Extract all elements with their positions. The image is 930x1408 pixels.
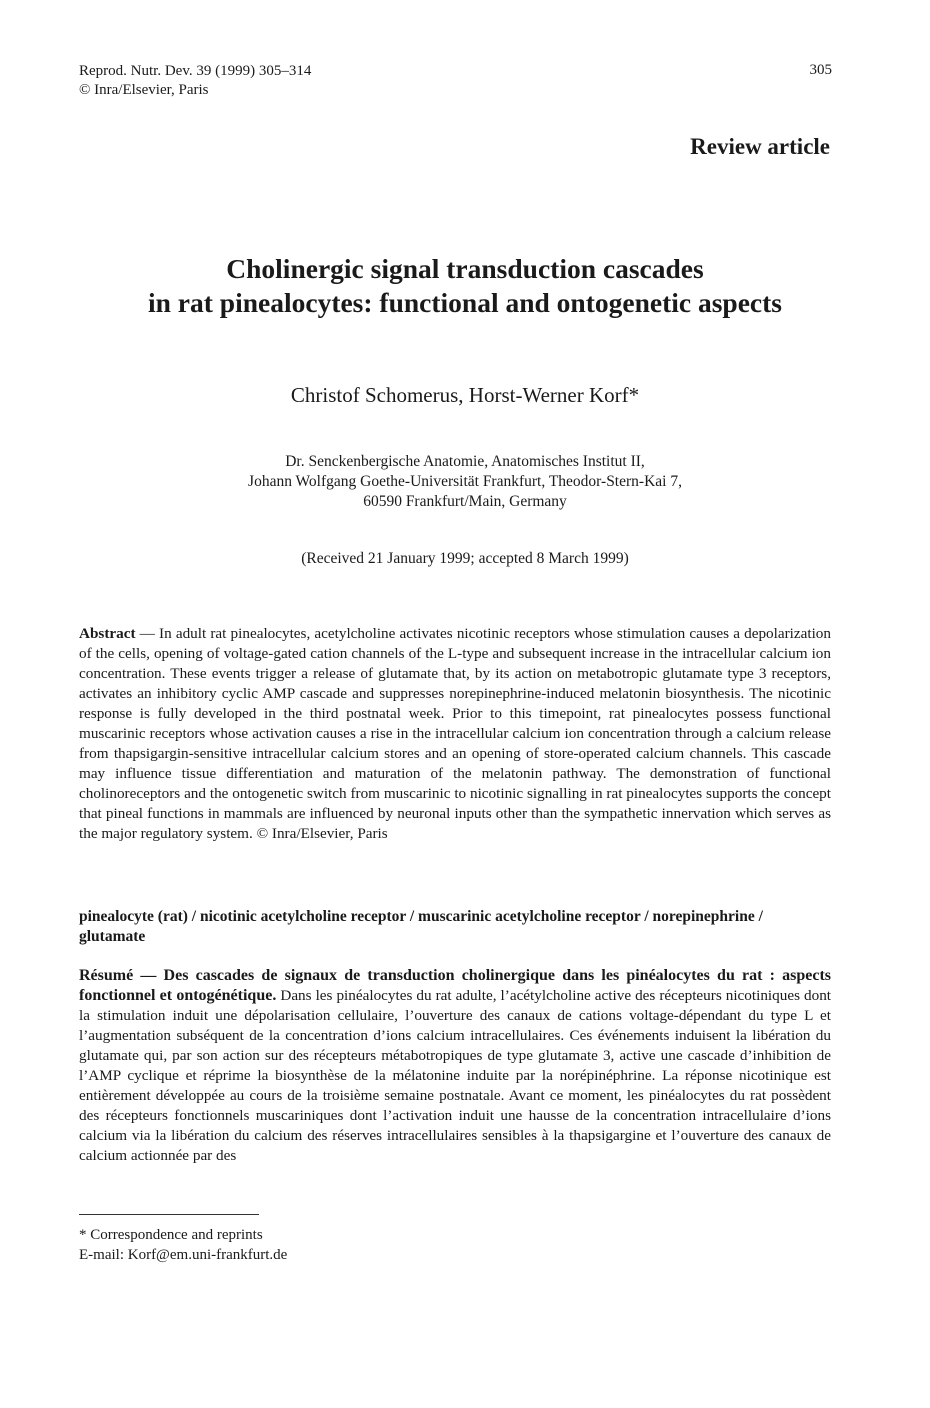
resume: [79, 966, 831, 1166]
footnotes: [79, 1225, 287, 1265]
author-list: Christof Schomerus, Horst-Werner Korf*: [290, 383, 640, 407]
journal-line: Reprod. Nutr. Dev. 39 (1999) 305–314: [79, 63, 312, 79]
paper-title: [0, 252, 930, 320]
title-line-1: Cholinergic signal transduction cascades: [226, 253, 704, 284]
abstract-label: Abstract: [79, 625, 136, 642]
affiliation-line-3: 60590 Frankfurt/Main, Germany: [363, 493, 567, 510]
keywords: pinealocyte (rat) / nicotinic acetylcholine receptor / muscarinic acetylcholine receptor / norepinephrine / glutamate: [79, 908, 763, 945]
email-note: E-mail: Korf@em.uni-frankfurt.de: [79, 1247, 288, 1263]
copyright-line: © Inra/Elsevier, Paris: [79, 82, 209, 98]
affiliation-line-1: Dr. Senckenbergische Anatomie, Anatomisches Institut II,: [285, 453, 645, 470]
title-line-2: in rat pinealocytes: functional and ontogenetic aspects: [147, 287, 782, 318]
correspondence-note: * Correspondence and reprints: [79, 1227, 263, 1243]
abstract: [79, 624, 831, 844]
journal-citation: [79, 62, 311, 100]
page-number: 305: [809, 62, 832, 78]
received-dates: (Received 21 January 1999; accepted 8 March 1999): [301, 550, 629, 567]
article-type: Review article: [690, 134, 830, 159]
affiliation: [0, 452, 930, 512]
footnote-divider: [79, 1214, 259, 1215]
resume-text: Dans les pinéalocytes du rat adulte, l’acétylcholine active des récepteurs nicotiniques dont la stimulation induit une dépolarisation cellulaire, l’ouverture des canaux de cations voltage-dépendant du type L et l’augmentation subséquent de la concentration d’ions calcium intracellulaires. Ces événements induisent la libération du glutamate qui, par son action sur des récepteurs métabotropiques de type glutamate 3, active une cascade d’inhibition de l’AMP cyclique et réprime la biosynthèse de la mélatonine induite par la norépinéphrine. La réponse nicotinique est entièrement développée au cours de la troisième semaine postnatale. Avant ce moment, les pinéalocytes du rat possèdent des récepteurs fonctionnels muscariniques dont l’activation induit une hausse de la concentration intracellulaire d’ions calcium via la libération du calcium des réserves intracellulaires sensibles à la thapsigargine et l’ouverture des canaux de calcium actionnée par des: [79, 987, 832, 1164]
abstract-text: — In adult rat pinealocytes, acetylcholine activates nicotinic receptors whose stimulation causes a depolarization of the cells, opening of voltage-gated cation channels of the L-type and subsequent increase in the intracellular calcium ion concentration. These events trigger a release of glutamate that, by its action on metabotropic glutamate type 3 receptors, activates an inhibitory cyclic AMP cascade and suppresses norepinephrine-induced melatonin biosynthesis. The nicotinic response is fully developed in the third postnatal week. Prior to this timepoint, rat pinealocytes possess functional muscarinic receptors whose activation causes a rise in the intracellular calcium ion concentration through a calcium release from thapsigargin-sensitive intracellular calcium stores and an opening of store-operated calcium channels. This cascade may influence tissue differentiation and maturation of the melatonin pathway. The demonstration of functional cholinoreceptors and the ontogenetic switch from muscarinic to nicotinic signalling in rat pinealocytes supports the concept that pineal functions in mammals are influenced by neuronal inputs other than the sympathetic innervation which serves as the major regulatory system. © Inra/Elsevier, Paris: [79, 625, 831, 842]
affiliation-line-2: Johann Wolfgang Goethe-Universität Frankfurt, Theodor-Stern-Kai 7,: [248, 473, 682, 490]
resume-label: Résumé — Des cascades de signaux de transduction cholinergique dans les pinéalocytes du rat : aspects fonctionnel et ontogénétique.: [79, 967, 831, 1004]
